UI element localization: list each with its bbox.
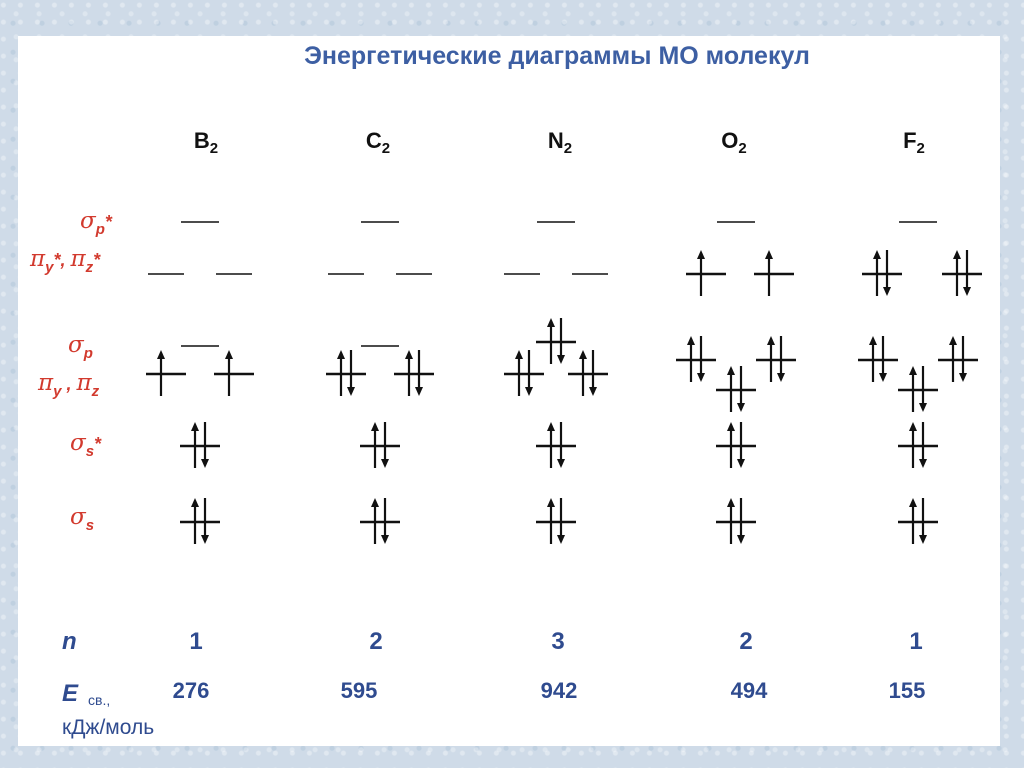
sigma-symbol: σ xyxy=(68,332,84,358)
bond-energy-b2: 276 xyxy=(172,678,210,703)
bond-energy-label: E xyxy=(62,680,79,707)
f2-sigma-s-electron-up-head xyxy=(909,498,917,507)
c2-sigma-s-electron-down-head xyxy=(381,535,389,544)
separator: *, xyxy=(53,250,71,270)
molecule-symbol: N xyxy=(547,128,564,153)
n2-sigma-s-star-electron-up-head xyxy=(547,422,555,431)
bond-order-o2: 2 xyxy=(739,628,753,655)
f2-sigma-p-electron-up-head xyxy=(909,366,917,375)
bond-order-b2: 1 xyxy=(189,628,203,655)
molecule-subscript: 2 xyxy=(563,140,573,157)
pi-symbol: π xyxy=(38,370,54,396)
molecule-subscript: 2 xyxy=(738,140,747,157)
c2-sigma-s-electron-up-head xyxy=(371,498,379,507)
bond-order-f2: 1 xyxy=(909,628,923,655)
f2-pi-z-electron-down-head xyxy=(959,373,967,382)
f2-pi-y-electron-down-head xyxy=(879,373,887,382)
level-subscript: z xyxy=(85,259,94,276)
c2-pi-y-electron-up-head xyxy=(337,350,345,359)
o2-sigma-s-star-electron-down-head xyxy=(737,459,745,468)
f2-pi-y-star-electron-down-head xyxy=(883,287,891,296)
f2-pi-z-star-electron-down-head xyxy=(963,287,971,296)
molecule-symbol: C xyxy=(365,128,382,153)
n2-sigma-p-electron-down-head xyxy=(557,355,565,364)
level-subscript: z xyxy=(91,383,100,400)
bond-order-label: n xyxy=(62,628,77,655)
o2-sigma-p-electron-down-head xyxy=(737,403,745,412)
f2-pi-y-electron-up-head xyxy=(869,336,877,345)
star-mark: * xyxy=(104,212,112,232)
o2-sigma-s-electron-down-head xyxy=(737,535,745,544)
c2-pi-z-electron-up-head xyxy=(405,350,413,359)
molecule-subscript: 2 xyxy=(209,140,219,157)
level-subscript: s xyxy=(85,443,95,460)
o2-pi-y-electron-up-head xyxy=(687,336,695,345)
f2-pi-y-star-electron-up-head xyxy=(873,250,881,259)
c2-sigma-s-star-electron-down-head xyxy=(381,459,389,468)
o2-pi-y-star-electron-up-head xyxy=(697,250,705,259)
f2-pi-z-star-electron-up-head xyxy=(953,250,961,259)
f2-sigma-p-electron-down-head xyxy=(919,403,927,412)
level-subscript: p xyxy=(95,221,105,238)
molecule-symbol: O xyxy=(721,128,739,153)
f2-sigma-s-electron-down-head xyxy=(919,535,927,544)
bond-energy-n2: 942 xyxy=(540,678,578,703)
page-title: Энергетические диаграммы МО молекул xyxy=(304,42,810,70)
c2-pi-y-electron-down-head xyxy=(347,387,355,396)
o2-sigma-s-electron-up-head xyxy=(727,498,735,507)
n2-pi-z-electron-down-head xyxy=(589,387,597,396)
bond-order-c2: 2 xyxy=(369,628,383,655)
o2-pi-y-electron-down-head xyxy=(697,373,705,382)
n2-pi-z-electron-up-head xyxy=(579,350,587,359)
b2-sigma-s-electron-up-head xyxy=(191,498,199,507)
bond-energy-f2: 155 xyxy=(888,678,926,703)
molecule-symbol: B xyxy=(193,128,210,153)
level-subscript: s xyxy=(85,517,95,534)
o2-pi-z-star-electron-up-head xyxy=(765,250,773,259)
separator: , xyxy=(61,374,77,394)
sigma-symbol: σ xyxy=(80,208,96,234)
b2-sigma-s-electron-down-head xyxy=(201,535,209,544)
molecule-symbol: F xyxy=(903,128,917,153)
bond-energy-unit: кДж/моль xyxy=(62,716,155,739)
n2-sigma-p-electron-up-head xyxy=(547,318,555,327)
o2-pi-z-electron-up-head xyxy=(767,336,775,345)
sigma-symbol: σ xyxy=(70,504,86,530)
star-mark: * xyxy=(93,250,101,270)
star-mark: * xyxy=(94,434,102,454)
b2-sigma-s-star-electron-up-head xyxy=(191,422,199,431)
sigma-symbol: σ xyxy=(70,430,86,456)
n2-sigma-s-electron-down-head xyxy=(557,535,565,544)
molecule-subscript: 2 xyxy=(381,140,391,157)
f2-sigma-s-star-electron-up-head xyxy=(909,422,917,431)
n2-pi-y-electron-down-head xyxy=(525,387,533,396)
f2-pi-z-electron-up-head xyxy=(949,336,957,345)
level-subscript: y xyxy=(45,259,54,276)
bond-energy-o2: 494 xyxy=(730,678,768,703)
bond-energy-c2: 595 xyxy=(340,678,378,703)
o2-pi-z-electron-down-head xyxy=(777,373,785,382)
n2-sigma-s-electron-up-head xyxy=(547,498,555,507)
pi-symbol: π xyxy=(70,246,86,272)
level-subscript: y xyxy=(53,383,62,400)
pi-symbol: π xyxy=(30,246,46,272)
bond-order-n2: 3 xyxy=(551,628,565,655)
b2-pi-z-electron-up-head xyxy=(225,350,233,359)
pi-symbol: π xyxy=(76,370,92,396)
f2-sigma-s-star-electron-down-head xyxy=(919,459,927,468)
c2-pi-z-electron-down-head xyxy=(415,387,423,396)
level-subscript: p xyxy=(83,345,93,362)
b2-sigma-s-star-electron-down-head xyxy=(201,459,209,468)
c2-sigma-s-star-electron-up-head xyxy=(371,422,379,431)
molecule-subscript: 2 xyxy=(916,140,925,157)
n2-sigma-s-star-electron-down-head xyxy=(557,459,565,468)
b2-pi-y-electron-up-head xyxy=(157,350,165,359)
bond-energy-subscript: св., xyxy=(88,692,111,708)
o2-sigma-p-electron-up-head xyxy=(727,366,735,375)
o2-sigma-s-star-electron-up-head xyxy=(727,422,735,431)
n2-pi-y-electron-up-head xyxy=(515,350,523,359)
